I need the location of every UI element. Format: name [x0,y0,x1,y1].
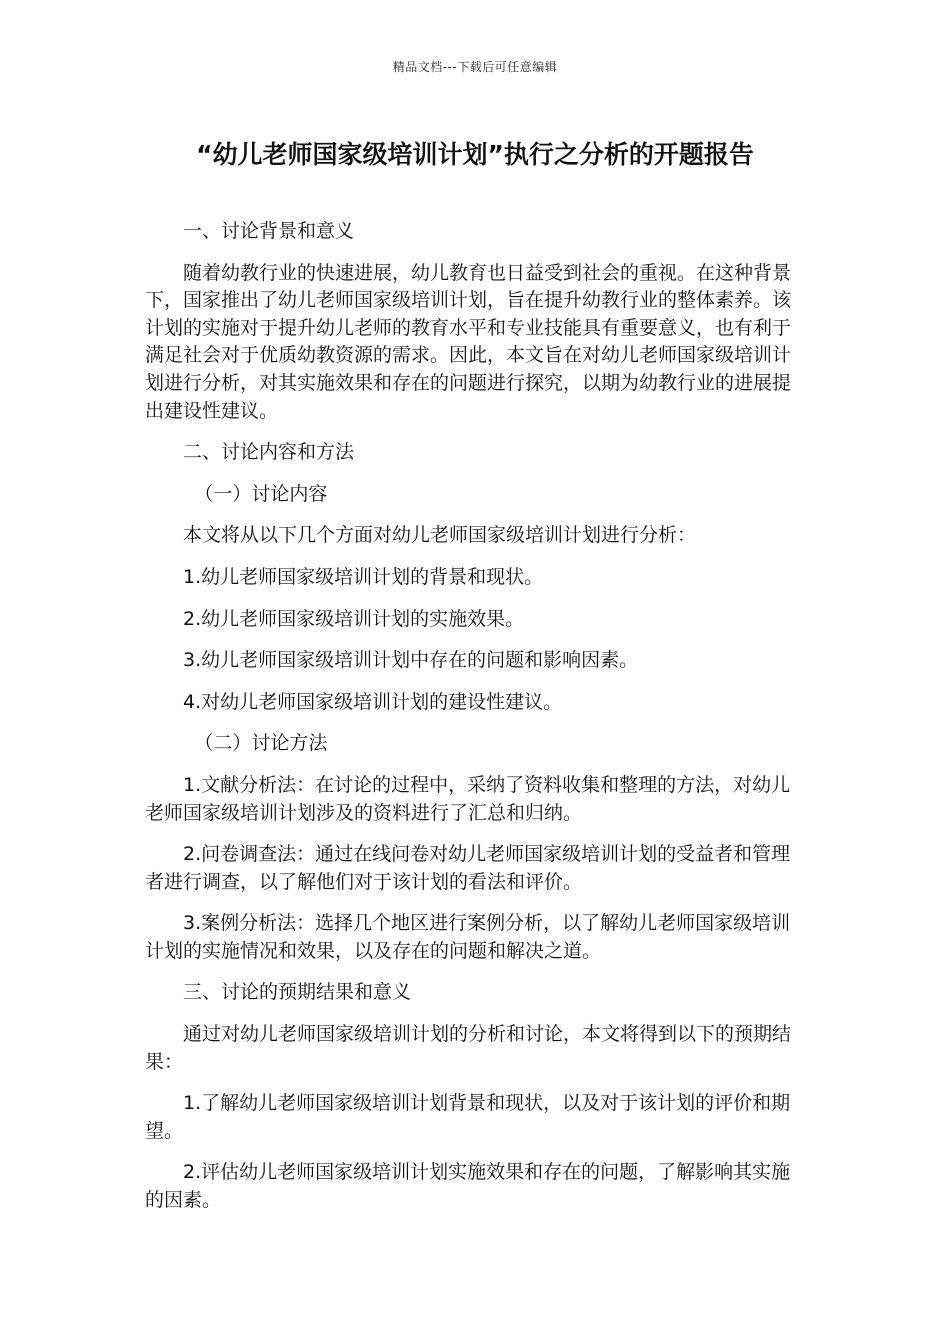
section-1-paragraph: 随着幼教行业的快速进展，幼儿教育也日益受到社会的重视。在这种背景下，国家推出了幼儿老师国家级培训计划，旨在提升幼教行业的整体素养。该计划的实施对于提升幼儿老师的教育水平和专业技能具有重要意义，也有利于满足社会对于优质幼教资源的需求。因此，本文旨在对幼儿老师国家级培训计划进行分析，对其实施效果和存在的问题进行探究，以期为幼教行业的进展提出建设性建议。 [145,261,792,422]
section-2-heading: 二、讨论内容和方法 [183,441,355,464]
section-3-heading: 三、讨论的预期结果和意义 [183,981,412,1004]
section-1-heading: 一、讨论背景和意义 [183,220,355,242]
method-item-2: 2.问卷调查法：通过在线问卷对幼儿老师国家级培训计划的受益者和管理者进行调查，以了解他们对于该计划的看法和评价。 [145,843,791,893]
content-item-1: 1.幼儿老师国家级培训计划的背景和现状。 [183,565,544,588]
section-2-subheading-content: （一）讨论内容 [194,482,328,505]
content-item-4: 4.对幼儿老师国家级培训计划的建设性建议。 [183,690,563,713]
content-item-3: 3.幼儿老师国家级培训计划中存在的问题和影响因素。 [183,649,639,672]
result-item-1: 1.了解幼儿老师国家级培训计划背景和现状，以及对于该计划的评价和期望。 [145,1092,791,1142]
document-title: “幼儿老师国家级培训计划”执行之分析的开题报告 [196,140,754,169]
method-item-1: 1.文献分析法：在讨论的过程中，采纳了资料收集和整理的方法，对幼儿老师国家级培训计划涉及的资料进行了汇总和归纳。 [145,773,791,824]
header-note: 精品文档---下载后可任意编辑 [392,60,558,74]
result-item-2: 2.评估幼儿老师国家级培训计划实施效果和存在的问题，了解影响其实施的因素。 [145,1161,791,1212]
document-body [145,218,793,1229]
content-item-2: 2.幼儿老师国家级培训计划的实施效果。 [183,607,525,630]
section-2-subheading-method: （二）讨论方法 [194,732,328,755]
section-2-intro: 本文将从以下几个方面对幼儿老师国家级培训计划进行分析： [183,524,697,547]
method-item-3: 3.案例分析法：选择几个地区进行案例分析，以了解幼儿老师国家级培训计划的实施情况和效果，以及存在的问题和解决之道。 [145,912,791,962]
section-3-intro: 通过对幼儿老师国家级培训计划的分析和讨论，本文将得到以下的预期结果： [145,1023,792,1073]
